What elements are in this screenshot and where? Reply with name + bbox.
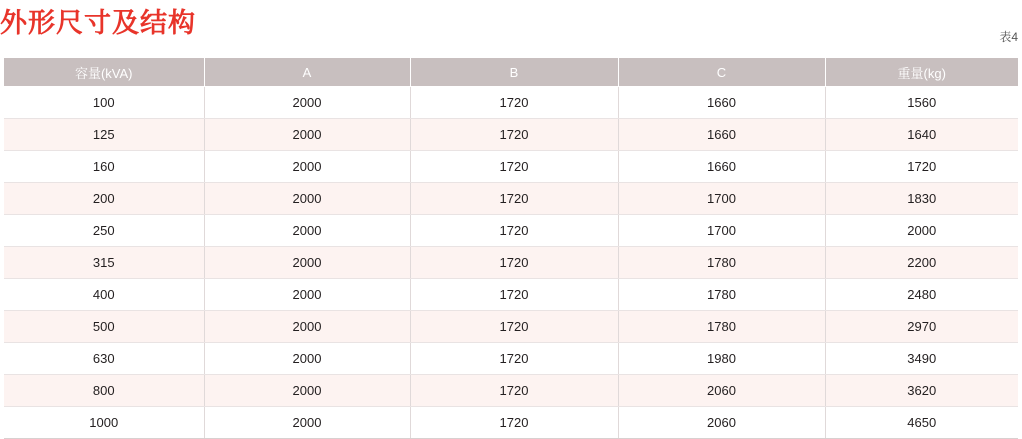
cell-b: 1720 xyxy=(410,279,618,311)
cell-b: 1720 xyxy=(410,343,618,375)
cell-capacity: 250 xyxy=(4,215,204,247)
cell-b: 1720 xyxy=(410,183,618,215)
cell-a: 2000 xyxy=(204,87,410,119)
table-row xyxy=(4,375,1018,407)
table-row xyxy=(4,119,1018,151)
table-row xyxy=(4,247,1018,279)
cell-a: 2000 xyxy=(204,247,410,279)
table-row xyxy=(4,311,1018,343)
cell-weight: 1830 xyxy=(825,183,1018,215)
column-header-c: C xyxy=(618,58,825,87)
column-header-capacity: 容量(kVA) xyxy=(4,58,204,87)
cell-capacity: 800 xyxy=(4,375,204,407)
table-row xyxy=(4,151,1018,183)
cell-capacity: 500 xyxy=(4,311,204,343)
cell-c: 2060 xyxy=(618,407,825,439)
table-caption: 表4 xyxy=(999,30,1018,44)
cell-a: 2000 xyxy=(204,119,410,151)
cell-b: 1720 xyxy=(410,119,618,151)
table-row xyxy=(4,407,1018,439)
cell-weight: 2480 xyxy=(825,279,1018,311)
cell-a: 2000 xyxy=(204,407,410,439)
cell-a: 2000 xyxy=(204,311,410,343)
cell-b: 1720 xyxy=(410,215,618,247)
cell-b: 1720 xyxy=(410,247,618,279)
table-header xyxy=(4,58,1018,87)
cell-b: 1720 xyxy=(410,311,618,343)
column-header-b: B xyxy=(410,58,618,87)
cell-b: 1720 xyxy=(410,375,618,407)
cell-weight: 3620 xyxy=(825,375,1018,407)
cell-capacity: 160 xyxy=(4,151,204,183)
cell-weight: 2000 xyxy=(825,215,1018,247)
cell-b: 1720 xyxy=(410,87,618,119)
table-row xyxy=(4,215,1018,247)
cell-weight: 2970 xyxy=(825,311,1018,343)
table-row xyxy=(4,279,1018,311)
cell-capacity: 100 xyxy=(4,87,204,119)
cell-c: 1700 xyxy=(618,183,825,215)
cell-c: 1980 xyxy=(618,343,825,375)
cell-c: 1700 xyxy=(618,215,825,247)
column-header-a: A xyxy=(204,58,410,87)
cell-weight: 1720 xyxy=(825,151,1018,183)
table-body xyxy=(4,87,1018,439)
cell-capacity: 125 xyxy=(4,119,204,151)
cell-a: 2000 xyxy=(204,375,410,407)
cell-b: 1720 xyxy=(410,407,618,439)
cell-weight: 4650 xyxy=(825,407,1018,439)
cell-capacity: 315 xyxy=(4,247,204,279)
cell-a: 2000 xyxy=(204,215,410,247)
cell-a: 2000 xyxy=(204,183,410,215)
cell-c: 1780 xyxy=(618,311,825,343)
dimensions-table xyxy=(4,58,1018,439)
cell-c: 1780 xyxy=(618,279,825,311)
cell-c: 1660 xyxy=(618,119,825,151)
cell-c: 1780 xyxy=(618,247,825,279)
cell-weight: 3490 xyxy=(825,343,1018,375)
cell-capacity: 400 xyxy=(4,279,204,311)
cell-b: 1720 xyxy=(410,151,618,183)
table-row xyxy=(4,343,1018,375)
cell-c: 1660 xyxy=(618,87,825,119)
title-row xyxy=(0,0,1022,50)
column-header-weight: 重量(kg) xyxy=(825,58,1018,87)
cell-a: 2000 xyxy=(204,343,410,375)
cell-c: 2060 xyxy=(618,375,825,407)
cell-capacity: 200 xyxy=(4,183,204,215)
table-header-row xyxy=(4,58,1018,87)
table-row xyxy=(4,183,1018,215)
cell-capacity: 630 xyxy=(4,343,204,375)
cell-capacity: 1000 xyxy=(4,407,204,439)
cell-a: 2000 xyxy=(204,279,410,311)
cell-weight: 1560 xyxy=(825,87,1018,119)
page-title: 外形尺寸及结构 xyxy=(0,8,196,38)
cell-weight: 2200 xyxy=(825,247,1018,279)
cell-c: 1660 xyxy=(618,151,825,183)
cell-a: 2000 xyxy=(204,151,410,183)
cell-weight: 1640 xyxy=(825,119,1018,151)
table-row xyxy=(4,87,1018,119)
